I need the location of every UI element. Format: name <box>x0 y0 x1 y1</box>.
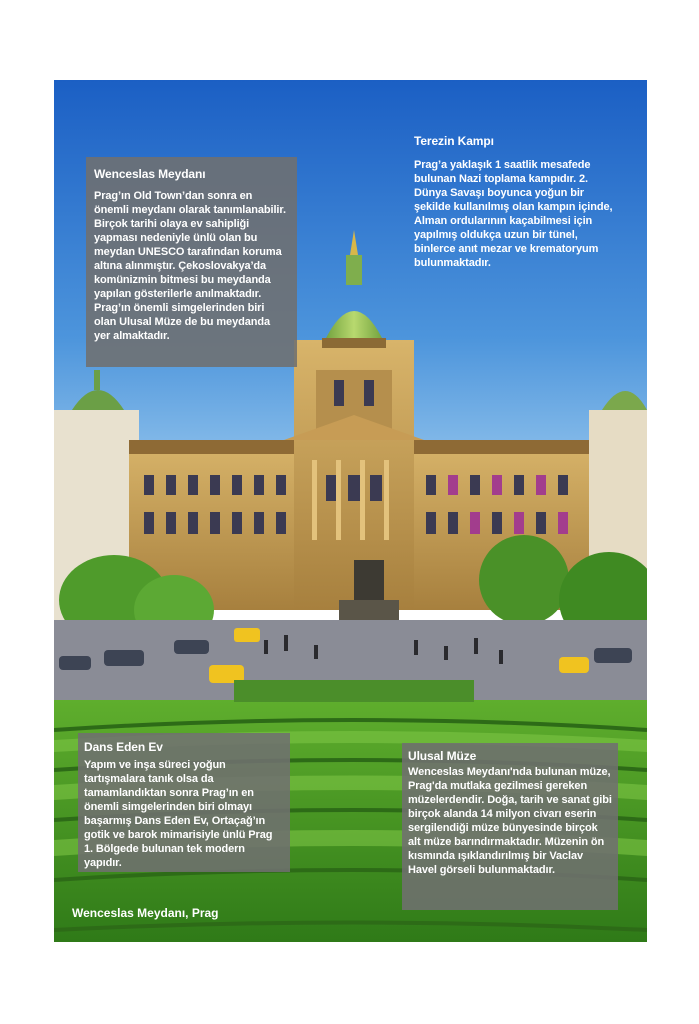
ulusal-muze-info-box <box>402 743 618 910</box>
dans-eden-ev-info-box <box>78 733 290 872</box>
dans-eden-ev-title: Dans Eden Ev <box>84 740 163 754</box>
wenceslas-info-box <box>86 157 297 367</box>
terezin-info-box <box>406 128 624 288</box>
photo-caption: Wenceslas Meydanı, Prag <box>72 906 219 920</box>
terezin-body: Prag’a yaklaşık 1 saatlik mesafede bulunan Nazi toplama kampıdır. 2. Dünya Savaşı boyunca yoğun bir şekilde kullanılmış olan kampın içinde, Alman ordularının kaçabilmesi için yapılmış oldukça uzun bir tünel, binlerce anıt mezar ve krematoryum bulunmaktadır. <box>414 159 613 269</box>
ulusal-muze-title: Ulusal Müze <box>408 749 477 763</box>
dans-eden-ev-body: Yapım ve inşa süreci yoğun tartışmalara tanık olsa da tamamlandıktan sonra Prag’ın en önemli simgelerinden biri olmayı başarmış Dans Eden Ev, Ortaçağ’ın gotik ve barok mimarisiyle ünlü Prag 1. Bölgede bulunan tek modern yapıdır. <box>84 759 273 869</box>
ulusal-muze-body: Wenceslas Meydanı'nda bulunan müze, Prag'da mutlaka gezilmesi gereken müzelerdendir. Doğa, tarih ve sanat gibi birçok alanda 14 milyon civarı eserin sergilendiği müze bünyesinde birçok alt müze barındırmaktadır. Müzenin ön kısmında ışıklandırılmış bir Vaclav Havel görseli bulunmaktadır. <box>408 766 612 876</box>
wenceslas-body: Prag’ın Old Town’dan sonra en önemli meydanı olarak tanımlanabilir. Birçok tarihi olaya ev sahipliği yapması nedeniyle ünlü olan bu meydan UNESCO tarafından koruma altına alınmıştır. Çekoslovakya’da komünizmin bitmesi bu meydanda yapılan gösterilerle anılmaktadır. Prag’ın önemli simgelerinden biri olan Ulusal Müze de bu meydanda yer almaktadır. <box>94 190 286 342</box>
terezin-title: Terezin Kampı <box>414 134 494 148</box>
wenceslas-title: Wenceslas Meydanı <box>94 167 206 181</box>
